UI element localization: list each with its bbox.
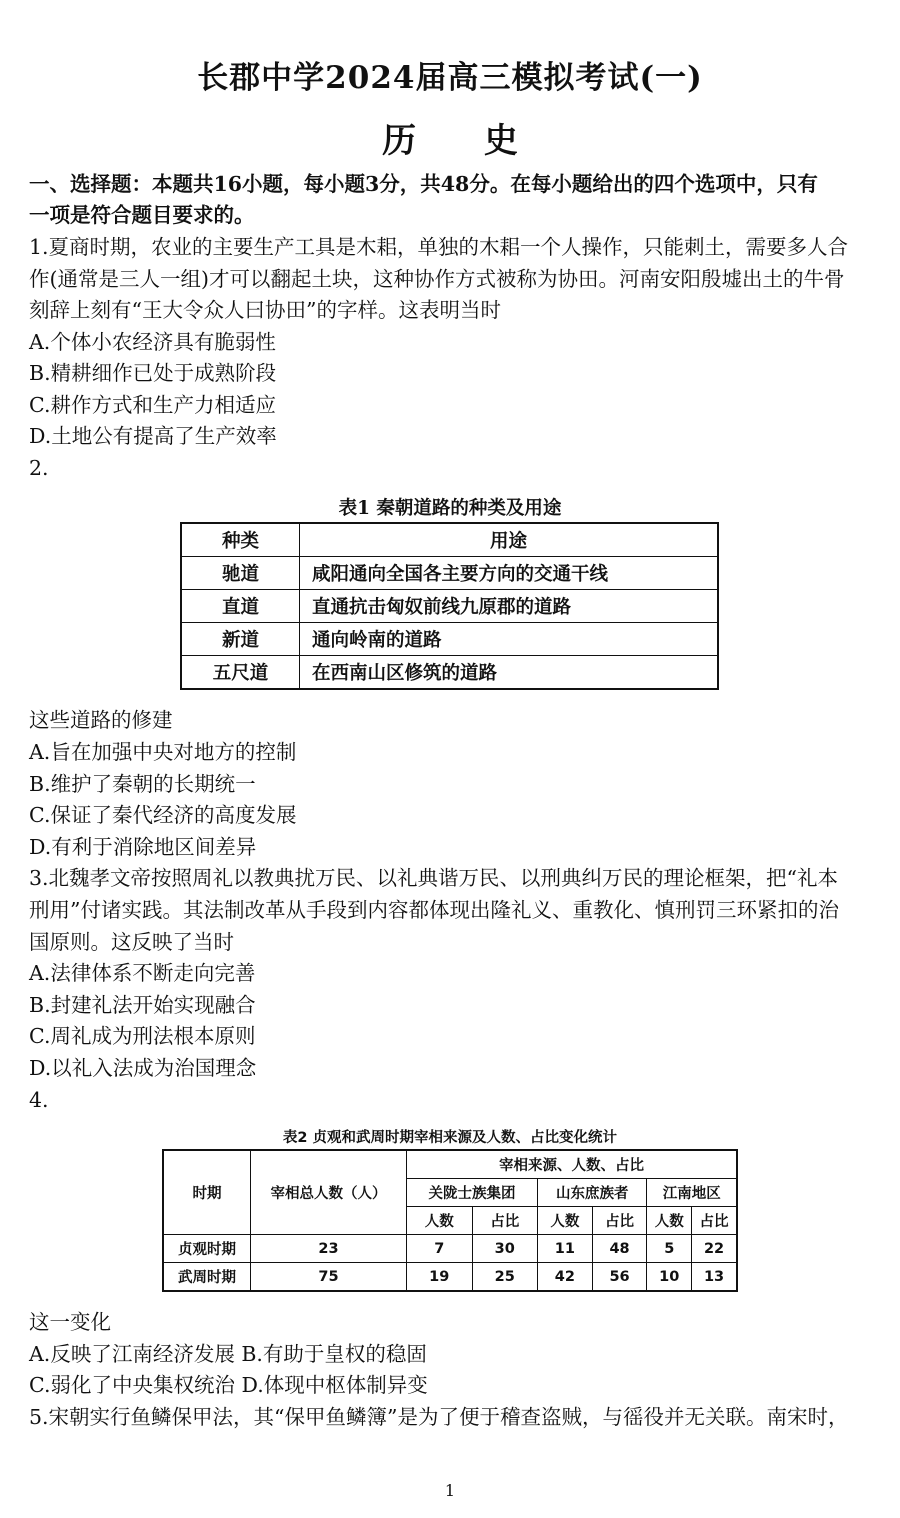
table-cell: 10 [647,1263,692,1292]
q2-option-a: A.旨在加强中央对地方的控制 [29,740,297,764]
table-header-cell: 宰相总人数（人） [251,1150,407,1235]
table-cell: 7 [407,1235,473,1263]
table-cell: 5 [647,1235,692,1263]
table-cell: 56 [592,1263,647,1292]
table-row [181,590,718,623]
table-cell: 直道 [181,590,300,623]
table-header-cell: 占比 [592,1207,647,1235]
q2-number: 2. [29,456,49,480]
table-cell: 驰道 [181,557,300,590]
table-cell: 贞观时期 [163,1235,251,1263]
table-cell: 42 [538,1263,593,1292]
exam-title: 长郡中学2024届高三模拟考试(一) [197,60,703,96]
table-row [163,1235,737,1263]
q3-option-c: C.周礼成为刑法根本原则 [29,1024,256,1048]
q1-stem-line-3: 刻辞上刻有“王大令众人曰协田”的字样。这表明当时 [29,298,501,322]
section-instruction-line-1: 一、选择题：本题共16小题，每小题3分，共48分。在每小题给出的四个选项中，只有 [29,172,818,196]
table-row [181,523,718,557]
q1-option-b: B.精耕细作已处于成熟阶段 [29,361,277,385]
q3-option-a: A.法律体系不断走向完善 [29,961,256,985]
subject-title: 历 史 [382,121,546,161]
q3-stem-line-2: 刑用”付诸实践。其法制改革从手段到内容都体现出隆礼义、重教化、慎刑罚三环紧扣的治 [29,898,839,922]
table-cell: 30 [472,1235,538,1263]
q5-stem-line-1: 5.宋朝实行鱼鳞保甲法，其“保甲鱼鳞簿”是为了便于稽查盗贼，与徭役并无关联。南宋时， [29,1405,849,1429]
table-header-cell: 人数 [647,1207,692,1235]
q4-table-caption: 表2 贞观和武周时期宰相来源及人数、占比变化统计 [282,1130,618,1146]
table-cell: 武周时期 [163,1263,251,1292]
q4-options-line-1: A.反映了江南经济发展 B.有助于皇权的稳固 [29,1342,427,1366]
table-header-cell: 宰相来源、人数、占比 [407,1150,738,1179]
q2-stem: 这些道路的修建 [29,708,173,732]
table-row [181,623,718,656]
q4-table [162,1149,738,1292]
table-header-cell: 时期 [163,1150,251,1235]
table-cell: 25 [472,1263,538,1292]
q2-table-caption: 表1 秦朝道路的种类及用途 [338,498,562,519]
q3-option-b: B.封建礼法开始实现融合 [29,993,256,1017]
table-cell: 13 [692,1263,737,1292]
table-row [181,656,718,690]
q2-table [180,522,719,690]
q1-stem-line-1: 1.夏商时期，农业的主要生产工具是木耜，单独的木耜一个人操作，只能刺土，需要多人合 [29,235,849,259]
page-number: 1 [444,1481,456,1500]
table-header-cell: 人数 [407,1207,473,1235]
table-cell: 通向岭南的道路 [300,623,719,656]
table-cell: 48 [592,1235,647,1263]
table-row [163,1150,737,1179]
table-cell: 75 [251,1263,407,1292]
q4-options-line-2: C.弱化了中央集权统治 D.体现中枢体制异变 [29,1373,428,1397]
table-header-cell: 种类 [181,523,300,557]
q3-stem-line-1: 3.北魏孝文帝按照周礼以教典扰万民、以礼典谐万民、以刑典纠万民的理论框架，把“礼本 [29,866,839,890]
table-header-cell: 关陇士族集团 [407,1179,538,1207]
q2-option-b: B.维护了秦朝的长期统一 [29,772,256,796]
q1-option-c: C.耕作方式和生产力相适应 [29,393,276,417]
q1-option-a: A.个体小农经济具有脆弱性 [29,330,276,354]
q2-option-d: D.有利于消除地区间差异 [29,835,257,859]
table-cell: 19 [407,1263,473,1292]
table-cell: 咸阳通向全国各主要方向的交通干线 [300,557,719,590]
q1-stem-line-2: 作(通常是三人一组)才可以翻起土块，这种协作方式被称为协田。河南安阳殷墟出土的牛骨 [29,267,845,291]
table-header-cell: 山东庶族者 [538,1179,647,1207]
table-cell: 新道 [181,623,300,656]
q3-option-d: D.以礼入法成为治国理念 [29,1056,257,1080]
section-instruction-line-2: 一项是符合题目要求的。 [29,203,255,227]
table-cell: 22 [692,1235,737,1263]
table-header-cell: 江南地区 [647,1179,737,1207]
q4-stem: 这一变化 [29,1310,111,1334]
table-header-cell: 占比 [692,1207,737,1235]
table-cell: 五尺道 [181,656,300,690]
table-cell: 11 [538,1235,593,1263]
table-row [181,557,718,590]
table-header-cell: 用途 [300,523,719,557]
table-header-cell: 人数 [538,1207,593,1235]
table-header-cell: 占比 [472,1207,538,1235]
table-row [163,1263,737,1292]
q1-option-d: D.土地公有提高了生产效率 [29,424,277,448]
q4-number: 4. [29,1088,49,1112]
q2-option-c: C.保证了秦代经济的高度发展 [29,803,297,827]
table-cell: 在西南山区修筑的道路 [300,656,719,690]
table-cell: 23 [251,1235,407,1263]
q3-stem-line-3: 国原则。这反映了当时 [29,930,234,954]
table-cell: 直通抗击匈奴前线九原郡的道路 [300,590,719,623]
